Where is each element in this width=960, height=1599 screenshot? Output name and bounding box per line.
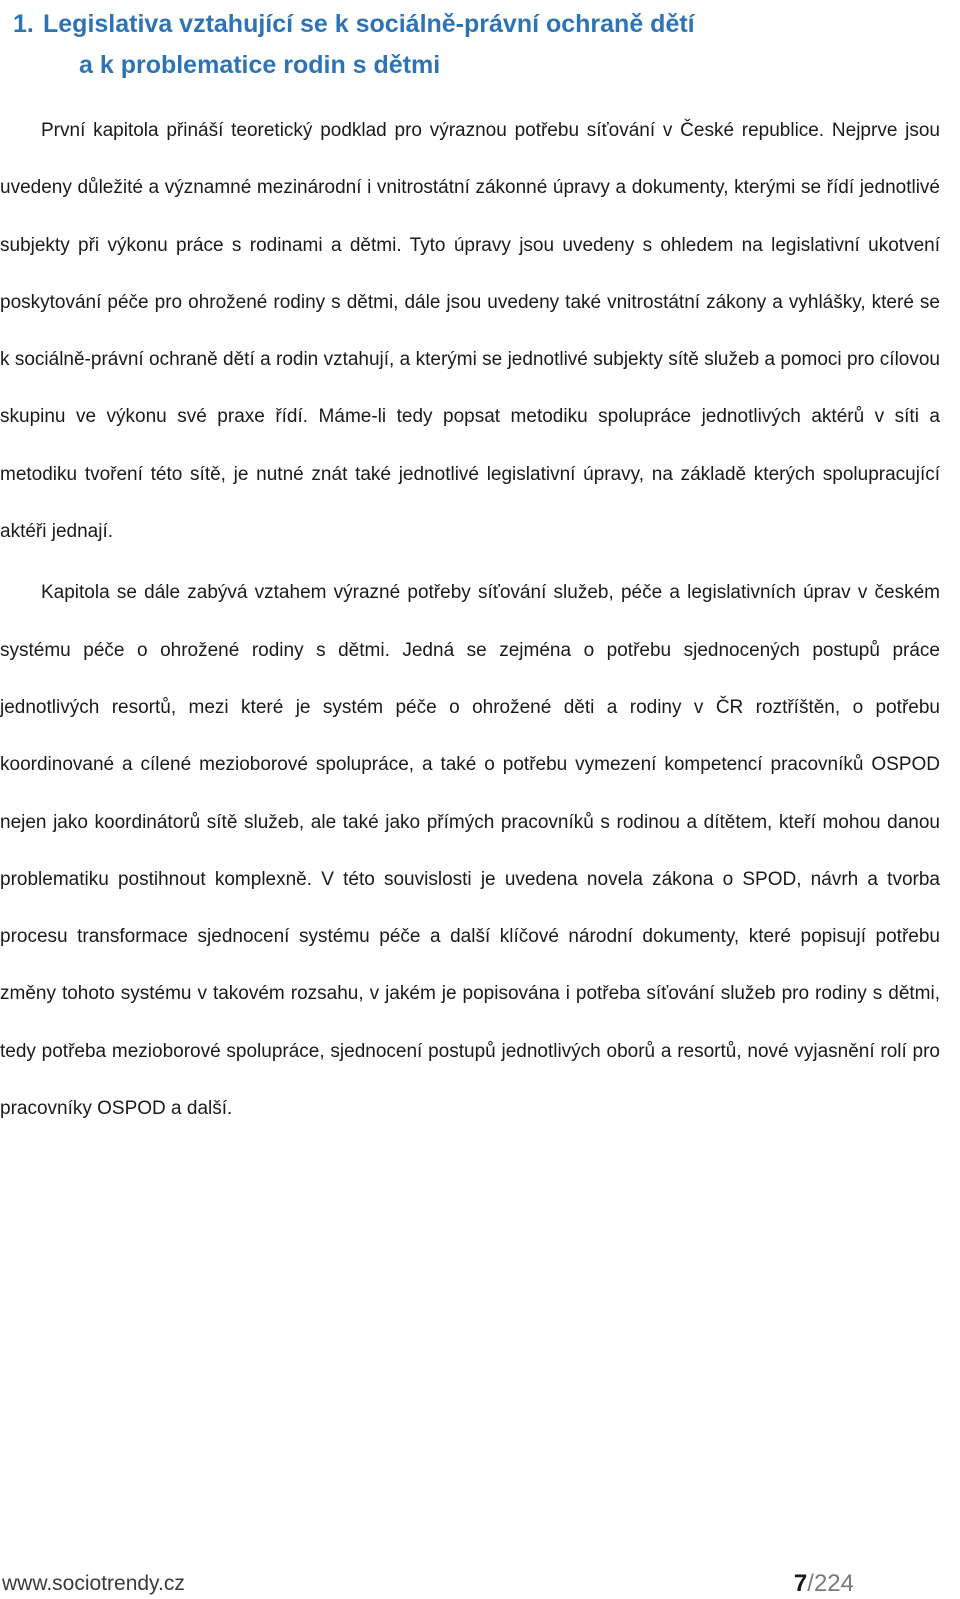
paragraph-1: První kapitola přináší teoretický podklad pro výraznou potřebu síťování v České republice. Nejprve jsou uvedeny důležité a významné mezinárodní i vnitrostátní zákonné úpravy a dokumenty, kterými se řídí jednotlivé subjekty při výkonu práce s rodinami a dětmi. Tyto úpravy jsou uvedeny s ohledem na legislativní ukotvení poskytování péče pro ohrožené rodiny s dětmi, dále jsou uvedeny také vnitrostátní zákony a vyhlášky, které se k sociálně-právní ochraně dětí a rodin vztahují, a kterými se jednotlivé subjekty sítě služeb a pomoci pro cílovou skupinu ve výkonu své praxe řídí. Máme-li tedy popsat metodiku spolupráce jednotlivých aktérů v síti a metodiku tvoření této sítě, je nutné znát také jednotlivé legislativní úpravy, na základě kterých spolupracující aktéři jednají. <box>0 120 940 543</box>
chapter-body <box>0 102 940 1137</box>
chapter-title-part-2: a k problematice rodin s dětmi <box>79 51 441 79</box>
page-number <box>794 1568 854 1599</box>
page-footer <box>0 1568 960 1599</box>
paragraph-2: Kapitola se dále zabývá vztahem výrazné potřeby síťování služeb, péče a legislativních úprav v českém systému péče o ohrožené rodiny s dětmi. Jedná se zejména o potřebu sjednocených postupů práce jednotlivých resortů, mezi které je systém péče o ohrožené děti a rodiny v ČR roztříštěn, o potřebu koordinované a cílené mezioborové spolupráce, a také o potřebu vymezení kompetencí pracovníků OSPOD nejen jako koordinátorů sítě služeb, ale také jako přímých pracovníků s rodinou a dítětem, kteří mohou danou problematiku postihnout komplexně. V této souvislosti je uvedena novela zákona o SPOD, návrh a tvorba procesu transformace sjednocení systému péče a další klíčové národní dokumenty, které popisují potřebu změny tohoto systému v takovém rozsahu, v jakém je popisována i potřeba síťování služeb pro rodiny s dětmi, tedy potřeba mezioborové spolupráce, sjednocení postupů jednotlivých oborů a resortů, nové vyjasnění rolí pro pracovníky OSPOD a další. <box>0 582 940 1120</box>
chapter-title-part-1: Legislativa vztahující se k sociálně-právní ochraně dětí <box>43 10 695 38</box>
footer-website-link[interactable]: www.sociotrendy.cz <box>2 1572 185 1595</box>
chapter-heading <box>0 0 920 89</box>
chapter-number: 1. <box>13 10 34 38</box>
page-number-total: 224 <box>813 1570 854 1597</box>
page-number-current: 7 <box>793 1570 808 1597</box>
page-number-separator: / <box>807 1570 814 1597</box>
